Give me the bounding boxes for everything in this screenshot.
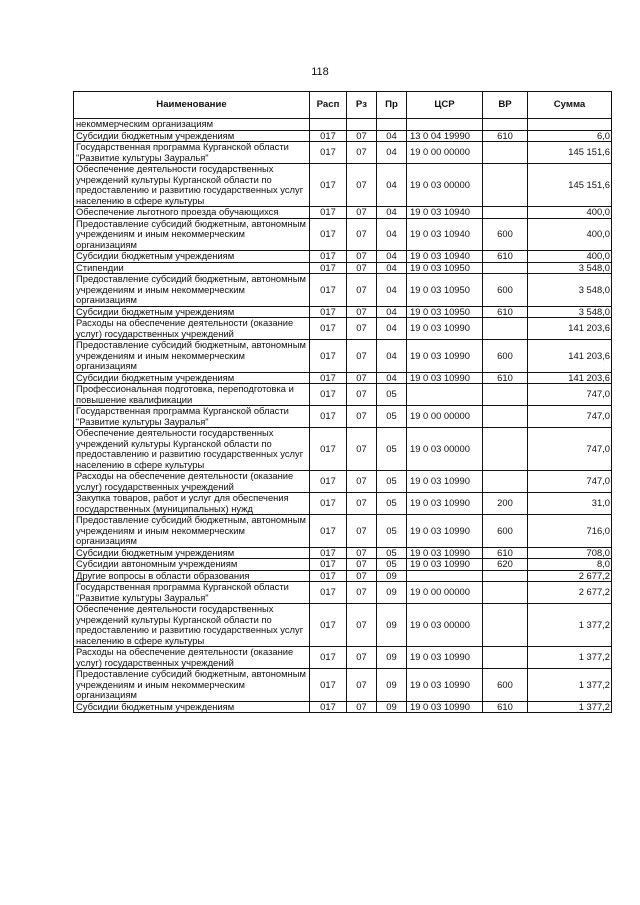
cell-rz: 07	[347, 251, 377, 263]
cell-rasp: 017	[310, 262, 347, 274]
cell-csr	[407, 384, 483, 406]
cell-pr: 04	[377, 164, 407, 207]
cell-csr: 19 0 03 10990	[407, 701, 483, 713]
cell-sum: 1 377,2	[528, 647, 612, 669]
cell-sum	[528, 119, 612, 131]
cell-csr: 19 0 03 10990	[407, 647, 483, 669]
cell-pr: 04	[377, 318, 407, 340]
cell-rasp: 017	[310, 406, 347, 428]
header-csr: ЦСР	[407, 92, 483, 119]
cell-rz: 07	[347, 669, 377, 702]
table-row	[74, 207, 612, 219]
cell-sum: 2 677,2	[528, 582, 612, 604]
cell-csr: 19 0 03 10940	[407, 207, 483, 219]
cell-rasp: 017	[310, 130, 347, 142]
cell-name: Обеспечение деятельности государственных учреждений культуры Курганской области по предоставлению и развитию государственных услуг населению в сфере культуры	[74, 604, 310, 647]
cell-rasp: 017	[310, 306, 347, 318]
cell-vr	[483, 471, 528, 493]
cell-vr	[483, 119, 528, 131]
cell-rasp: 017	[310, 251, 347, 263]
cell-vr	[483, 384, 528, 406]
cell-rz: 07	[347, 274, 377, 307]
cell-csr: 19 0 00 00000	[407, 142, 483, 164]
cell-rasp: 017	[310, 547, 347, 559]
cell-name: Обеспечение деятельности государственных учреждений культуры Курганской области по предоставлению и развитию государственных услуг населению в сфере культуры	[74, 164, 310, 207]
cell-name: Обеспечение деятельности государственных учреждений культуры Курганской области по предоставлению и развитию государственных услуг населению в сфере культуры	[74, 428, 310, 471]
cell-rasp: 017	[310, 582, 347, 604]
cell-rasp: 017	[310, 218, 347, 251]
cell-name: некоммерческим организациям	[74, 119, 310, 131]
cell-name: Предоставление субсидий бюджетным, автономным учреждениям и иным некоммерческим организациям	[74, 218, 310, 251]
table-row	[74, 130, 612, 142]
cell-csr: 19 0 03 10990	[407, 493, 483, 515]
cell-rz: 07	[347, 142, 377, 164]
cell-sum: 2 677,2	[528, 570, 612, 582]
cell-rasp: 017	[310, 701, 347, 713]
cell-sum: 1 377,2	[528, 604, 612, 647]
cell-pr: 09	[377, 701, 407, 713]
cell-rz: 07	[347, 262, 377, 274]
cell-rz: 07	[347, 428, 377, 471]
cell-rasp: 017	[310, 559, 347, 571]
cell-rz: 07	[347, 340, 377, 373]
cell-name: Предоставление субсидий бюджетным, автономным учреждениям и иным некоммерческим организациям	[74, 274, 310, 307]
cell-rz: 07	[347, 604, 377, 647]
cell-vr: 600	[483, 515, 528, 548]
cell-pr: 09	[377, 582, 407, 604]
cell-name: Субсидии бюджетным учреждениям	[74, 701, 310, 713]
cell-sum: 8,0	[528, 559, 612, 571]
cell-pr: 05	[377, 559, 407, 571]
cell-csr: 19 0 03 10950	[407, 274, 483, 307]
cell-rasp: 017	[310, 647, 347, 669]
cell-vr: 610	[483, 306, 528, 318]
table-row	[74, 119, 612, 131]
cell-name: Субсидии бюджетным учреждениям	[74, 130, 310, 142]
cell-sum: 145 151,6	[528, 164, 612, 207]
cell-vr: 200	[483, 493, 528, 515]
cell-csr: 19 0 03 10950	[407, 262, 483, 274]
cell-rasp: 017	[310, 164, 347, 207]
table-header-row	[74, 92, 612, 119]
table-row	[74, 701, 612, 713]
table-row	[74, 493, 612, 515]
cell-vr	[483, 428, 528, 471]
cell-rz: 07	[347, 207, 377, 219]
cell-csr: 19 0 00 00000	[407, 582, 483, 604]
cell-sum: 141 203,6	[528, 372, 612, 384]
cell-rasp: 017	[310, 493, 347, 515]
header-rasp: Расп	[310, 92, 347, 119]
cell-name: Другие вопросы в области образования	[74, 570, 310, 582]
cell-pr: 05	[377, 493, 407, 515]
table-row	[74, 318, 612, 340]
cell-pr: 05	[377, 406, 407, 428]
table-row	[74, 669, 612, 702]
cell-vr	[483, 582, 528, 604]
cell-name: Субсидии бюджетным учреждениям	[74, 372, 310, 384]
cell-sum: 141 203,6	[528, 340, 612, 373]
cell-vr: 600	[483, 274, 528, 307]
cell-pr: 09	[377, 604, 407, 647]
cell-rz: 07	[347, 130, 377, 142]
cell-sum: 747,0	[528, 384, 612, 406]
cell-csr: 19 0 03 10940	[407, 218, 483, 251]
cell-rz: 07	[347, 647, 377, 669]
cell-rasp: 017	[310, 274, 347, 307]
table-row	[74, 647, 612, 669]
cell-csr: 19 0 03 10990	[407, 471, 483, 493]
cell-pr: 04	[377, 340, 407, 373]
cell-rz: 07	[347, 384, 377, 406]
cell-name: Профессиональная подготовка, переподготовка и повышение квалификации	[74, 384, 310, 406]
table-row	[74, 372, 612, 384]
cell-vr: 610	[483, 701, 528, 713]
cell-pr: 04	[377, 251, 407, 263]
table-row	[74, 306, 612, 318]
cell-csr: 19 0 03 10990	[407, 372, 483, 384]
cell-name: Предоставление субсидий бюджетным, автономным учреждениям и иным некоммерческим организациям	[74, 340, 310, 373]
cell-sum: 145 151,6	[528, 142, 612, 164]
cell-sum: 708,0	[528, 547, 612, 559]
cell-rz: 07	[347, 471, 377, 493]
cell-rz: 07	[347, 515, 377, 548]
cell-rz: 07	[347, 306, 377, 318]
cell-sum: 716,0	[528, 515, 612, 548]
table-row	[74, 570, 612, 582]
cell-rasp: 017	[310, 604, 347, 647]
cell-rz: 07	[347, 570, 377, 582]
cell-name: Государственная программа Курганской области "Развитие культуры Зауралья"	[74, 582, 310, 604]
cell-csr: 13 0 04 19990	[407, 130, 483, 142]
cell-sum: 1 377,2	[528, 701, 612, 713]
table-row	[74, 515, 612, 548]
cell-pr: 04	[377, 218, 407, 251]
cell-pr: 04	[377, 207, 407, 219]
table-row	[74, 218, 612, 251]
table-row	[74, 251, 612, 263]
cell-rasp	[310, 119, 347, 131]
table-row	[74, 406, 612, 428]
cell-name: Расходы на обеспечение деятельности (оказание услуг) государственных учреждений	[74, 318, 310, 340]
cell-csr: 19 0 03 00000	[407, 604, 483, 647]
cell-rasp: 017	[310, 372, 347, 384]
cell-vr: 600	[483, 669, 528, 702]
cell-rasp: 017	[310, 471, 347, 493]
cell-pr: 05	[377, 471, 407, 493]
cell-sum: 400,0	[528, 251, 612, 263]
cell-pr	[377, 119, 407, 131]
cell-rz: 07	[347, 406, 377, 428]
header-rz: Рз	[347, 92, 377, 119]
cell-sum: 747,0	[528, 406, 612, 428]
cell-pr: 05	[377, 547, 407, 559]
cell-name: Субсидии бюджетным учреждениям	[74, 251, 310, 263]
cell-vr: 610	[483, 547, 528, 559]
cell-csr: 19 0 03 10990	[407, 340, 483, 373]
cell-vr: 600	[483, 340, 528, 373]
cell-vr	[483, 406, 528, 428]
cell-rasp: 017	[310, 318, 347, 340]
cell-sum: 747,0	[528, 428, 612, 471]
table-row	[74, 471, 612, 493]
cell-rasp: 017	[310, 669, 347, 702]
cell-rasp: 017	[310, 428, 347, 471]
cell-pr: 04	[377, 130, 407, 142]
cell-csr	[407, 119, 483, 131]
cell-vr	[483, 318, 528, 340]
cell-rz: 07	[347, 547, 377, 559]
cell-csr: 19 0 03 10990	[407, 318, 483, 340]
cell-vr: 610	[483, 372, 528, 384]
header-pr: Пр	[377, 92, 407, 119]
cell-name: Закупка товаров, работ и услуг для обеспечения государственных (муниципальных) нужд	[74, 493, 310, 515]
cell-vr	[483, 142, 528, 164]
cell-name: Обеспечение льготного проезда обучающихся	[74, 207, 310, 219]
cell-vr	[483, 647, 528, 669]
cell-rz: 07	[347, 582, 377, 604]
header-vr: ВР	[483, 92, 528, 119]
cell-rz: 07	[347, 318, 377, 340]
cell-sum: 747,0	[528, 471, 612, 493]
cell-vr	[483, 570, 528, 582]
table-row	[74, 274, 612, 307]
cell-vr: 600	[483, 218, 528, 251]
table-row	[74, 340, 612, 373]
cell-csr: 19 0 03 10990	[407, 669, 483, 702]
cell-name: Государственная программа Курганской области "Развитие культуры Зауралья"	[74, 142, 310, 164]
cell-pr: 04	[377, 262, 407, 274]
cell-csr: 19 0 03 00000	[407, 164, 483, 207]
cell-vr	[483, 207, 528, 219]
table-row	[74, 384, 612, 406]
cell-pr: 04	[377, 274, 407, 307]
cell-pr: 04	[377, 142, 407, 164]
cell-rasp: 017	[310, 515, 347, 548]
budget-table	[73, 91, 612, 713]
cell-vr: 610	[483, 251, 528, 263]
cell-rasp: 017	[310, 384, 347, 406]
cell-sum: 400,0	[528, 218, 612, 251]
cell-pr: 05	[377, 515, 407, 548]
cell-name: Стипендии	[74, 262, 310, 274]
cell-rz: 07	[347, 559, 377, 571]
cell-pr: 05	[377, 428, 407, 471]
cell-csr: 19 0 03 10940	[407, 251, 483, 263]
cell-rz: 07	[347, 164, 377, 207]
cell-csr: 19 0 03 10990	[407, 515, 483, 548]
table-row	[74, 582, 612, 604]
cell-sum: 141 203,6	[528, 318, 612, 340]
cell-vr	[483, 164, 528, 207]
cell-sum: 31,0	[528, 493, 612, 515]
cell-rasp: 017	[310, 207, 347, 219]
cell-rz: 07	[347, 372, 377, 384]
table-body	[74, 119, 612, 713]
cell-rz: 07	[347, 493, 377, 515]
cell-vr	[483, 604, 528, 647]
table-row	[74, 428, 612, 471]
cell-rz: 07	[347, 218, 377, 251]
cell-csr: 19 0 03 10950	[407, 306, 483, 318]
cell-rasp: 017	[310, 340, 347, 373]
cell-pr: 05	[377, 384, 407, 406]
cell-csr	[407, 570, 483, 582]
cell-vr	[483, 262, 528, 274]
cell-pr: 04	[377, 372, 407, 384]
cell-rasp: 017	[310, 570, 347, 582]
cell-rz	[347, 119, 377, 131]
cell-sum: 3 548,0	[528, 262, 612, 274]
cell-name: Государственная программа Курганской области "Развитие культуры Зауралья"	[74, 406, 310, 428]
cell-name: Субсидии автономным учреждениям	[74, 559, 310, 571]
cell-csr: 19 0 03 10990	[407, 559, 483, 571]
page-number: 118	[311, 66, 329, 78]
table-row	[74, 547, 612, 559]
cell-name: Предоставление субсидий бюджетным, автономным учреждениям и иным некоммерческим организациям	[74, 669, 310, 702]
table-row	[74, 142, 612, 164]
cell-sum: 400,0	[528, 207, 612, 219]
table-row	[74, 604, 612, 647]
table-row	[74, 559, 612, 571]
cell-name: Расходы на обеспечение деятельности (оказание услуг) государственных учреждений	[74, 647, 310, 669]
cell-name: Субсидии бюджетным учреждениям	[74, 306, 310, 318]
cell-pr: 09	[377, 570, 407, 582]
cell-csr: 19 0 00 00000	[407, 406, 483, 428]
table-row	[74, 164, 612, 207]
cell-name: Субсидии бюджетным учреждениям	[74, 547, 310, 559]
table-row	[74, 262, 612, 274]
cell-rasp: 017	[310, 142, 347, 164]
cell-sum: 3 548,0	[528, 306, 612, 318]
cell-vr: 610	[483, 130, 528, 142]
cell-sum: 1 377,2	[528, 669, 612, 702]
header-sum: Сумма	[528, 92, 612, 119]
cell-pr: 09	[377, 669, 407, 702]
cell-vr: 620	[483, 559, 528, 571]
cell-sum: 3 548,0	[528, 274, 612, 307]
cell-sum: 6,0	[528, 130, 612, 142]
cell-rz: 07	[347, 701, 377, 713]
cell-name: Предоставление субсидий бюджетным, автономным учреждениям и иным некоммерческим организациям	[74, 515, 310, 548]
cell-pr: 09	[377, 647, 407, 669]
header-name: Наименование	[74, 92, 310, 119]
cell-csr: 19 0 03 00000	[407, 428, 483, 471]
cell-pr: 04	[377, 306, 407, 318]
cell-name: Расходы на обеспечение деятельности (оказание услуг) государственных учреждений	[74, 471, 310, 493]
cell-csr: 19 0 03 10990	[407, 547, 483, 559]
